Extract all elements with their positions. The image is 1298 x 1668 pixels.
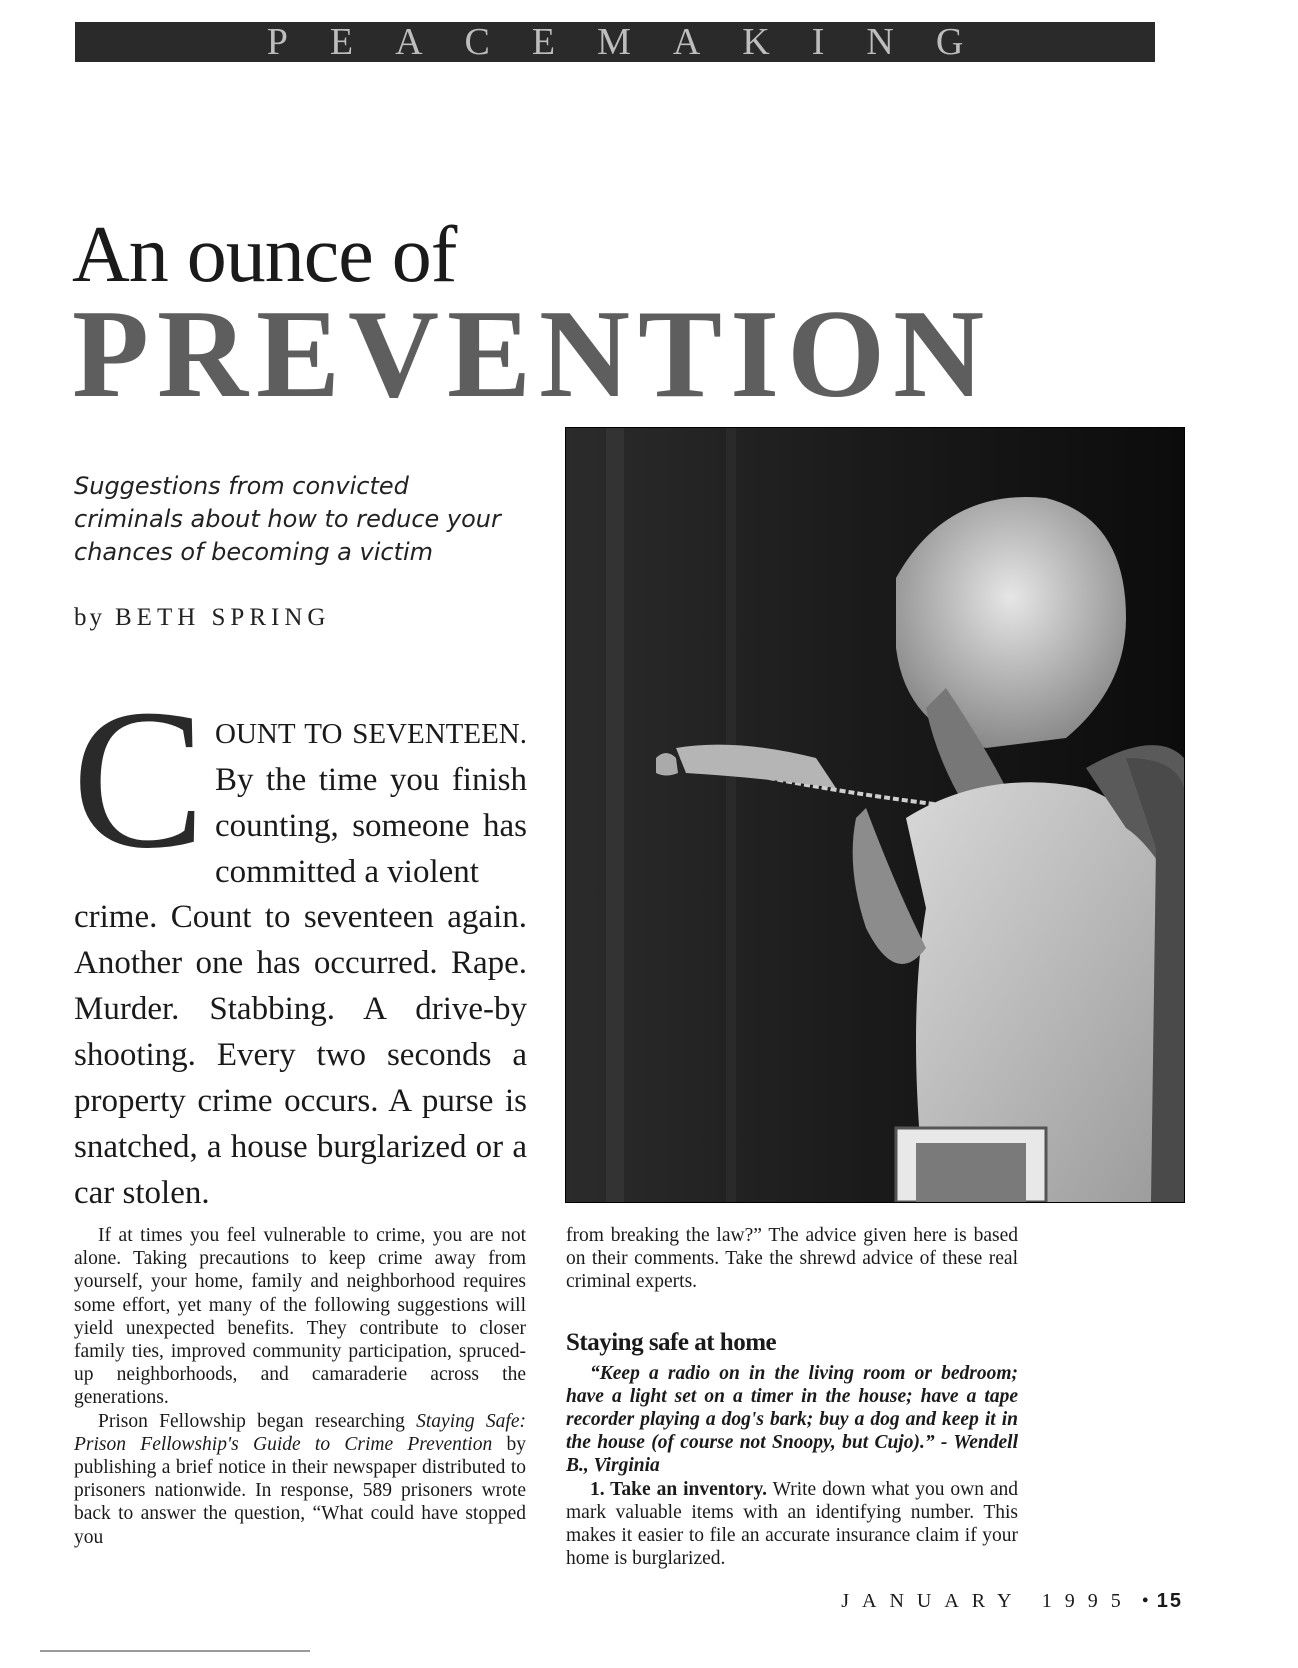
- section-banner: [75, 22, 1155, 62]
- issue-date: JANUARY 1995: [841, 1590, 1134, 1612]
- article-photo: [565, 427, 1185, 1203]
- headline-line1: An ounce of: [72, 211, 457, 299]
- body-paragraph-2-end: by publishing a brief notice in their newspaper distributed to prisoners nationwide. In response, 589 prisoners wrote back to answer the question, “What could have stopped you: [74, 1433, 526, 1548]
- section-banner-text: PEACEMAKING: [266, 21, 1006, 63]
- byline: [74, 604, 330, 632]
- boy-with-key-photo-icon: [566, 428, 1184, 1202]
- lead-paragraph-rest: crime. Count to seventeen again. Another one has occurred. Rape. Murder. Stabbing. A drive-by shooting. Every two seconds a property crime occurs. A purse is snatched, a house burglarized or a car stolen.: [74, 899, 527, 1211]
- body-column-left: [74, 1224, 526, 1549]
- byline-by: by: [74, 604, 105, 631]
- lead-paragraph-start: [215, 710, 527, 895]
- body-column-right: [566, 1224, 1018, 1570]
- section-heading: Staying safe at home: [566, 1328, 777, 1356]
- page-number: 15: [1156, 1590, 1183, 1612]
- body-paragraph-2-start: Prison Fellowship began researching: [98, 1410, 417, 1432]
- page-footer: [841, 1590, 1183, 1613]
- criminal-quote: “Keep a radio on in the living room or bedroom; have a light set on a timer in the house; have a tape recorder playing a dog's bark; buy a dog and keep it in the house (of course not Snoopy, but Cujo).” - Wendell B., Virginia: [566, 1362, 1018, 1477]
- headline-line2: PREVENTION: [72, 285, 993, 424]
- bottom-rule: [40, 1650, 310, 1652]
- lead-caps: OUNT TO SEVENTEEN.: [215, 718, 527, 750]
- tip-item-1-label: 1. Take an inventory.: [590, 1478, 768, 1500]
- book-title: Staying Safe: Prison Fellowship's Guide to Crime Prevention: [74, 1410, 526, 1455]
- lead-first-block: By the time you finish counting, someone has committed a violent: [215, 762, 527, 890]
- body-paragraph-continued: from breaking the law?” The advice given here is based on their comments. Take the shrewd advice of these real criminal experts.: [566, 1225, 1018, 1293]
- footer-separator: •: [1141, 1590, 1149, 1612]
- body-paragraph-2: [74, 1410, 526, 1549]
- drop-cap: C: [72, 669, 206, 890]
- tip-item-1-text: Write down what you own and mark valuable items with an identifying number. This makes it easier to file an accurate insurance claim if your home is burglarized.: [566, 1478, 1019, 1570]
- body-paragraph-1: If at times you feel vulnerable to crime, you are not alone. Taking precautions to keep crime away from yourself, your home, family and neighborhood requires some effort, yet many of the following suggestions will yield unexpected benefits. They contribute to closer family ties, improved community participation, spruced-up neighborhoods, and camaraderie across the generations.: [74, 1225, 526, 1409]
- article-subtitle: Suggestions from convicted criminals about how to reduce your chances of becoming a victim: [74, 472, 501, 566]
- tip-item-1: [566, 1478, 1018, 1571]
- byline-author: BETH SPRING: [115, 604, 331, 631]
